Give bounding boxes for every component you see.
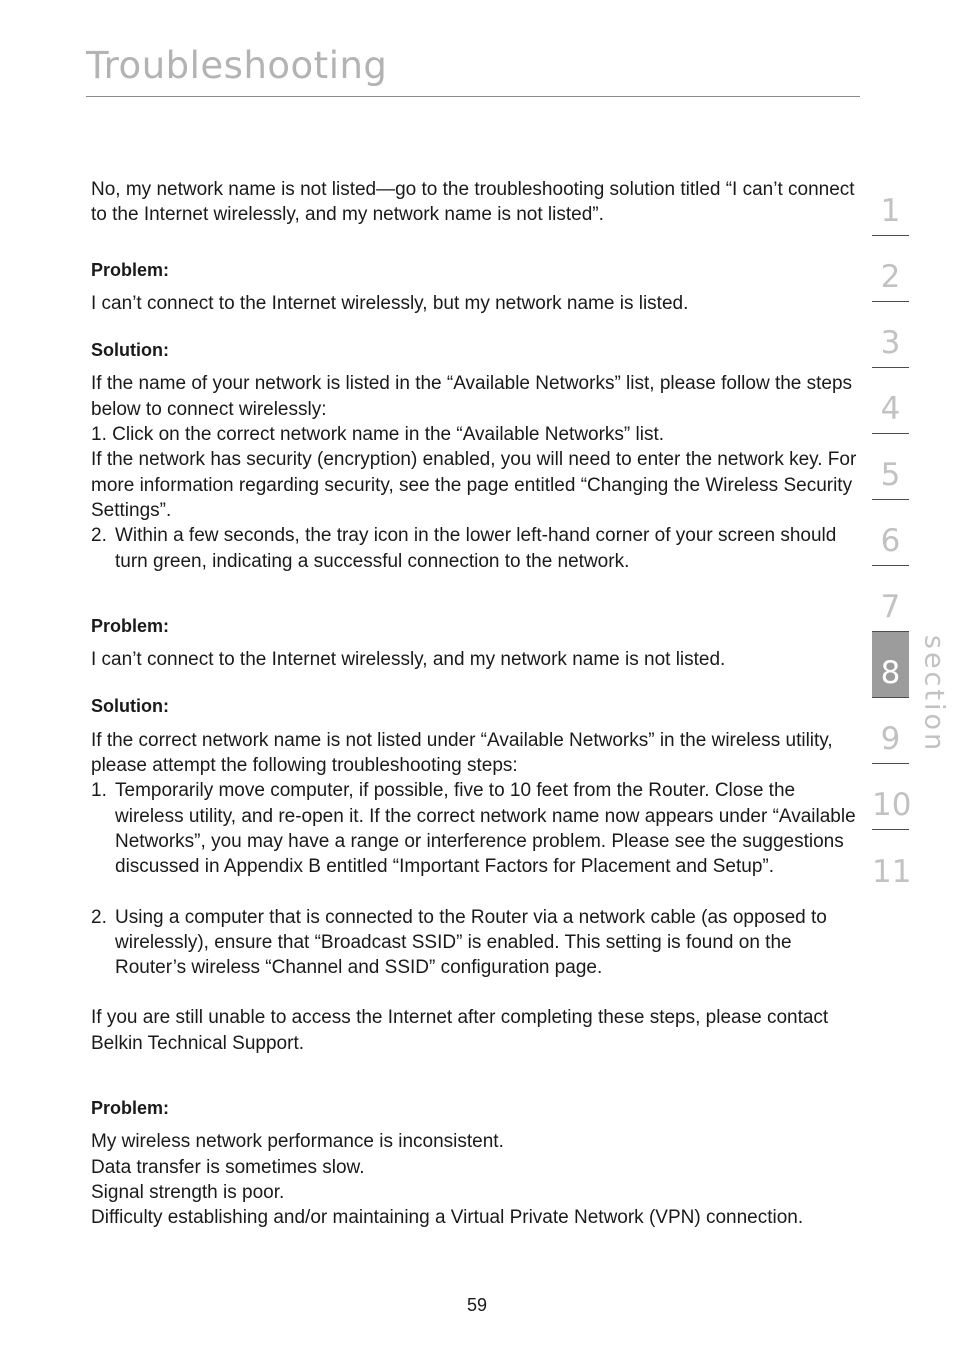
step-number: 2.: [91, 525, 107, 547]
step-list: [91, 523, 861, 574]
section-tab-8-active[interactable]: 8: [872, 632, 909, 698]
problem-label: Problem:: [91, 615, 170, 636]
solution-intro: If the name of your network is listed in the “Available Networks” list, please follow the steps below to connect wirelessly:: [91, 373, 853, 420]
problem-line: Difficulty establishing and/or maintaining a Virtual Private Network (VPN) connection.: [91, 1207, 804, 1229]
closing-text: If you are still unable to access the Internet after completing these steps, please contact Belkin Technical Support.: [91, 1007, 829, 1054]
list-item: [91, 905, 861, 981]
step-1-text: 1. Click on the correct network name in the “Available Networks” list.: [91, 424, 665, 446]
page-title: Troubleshooting: [86, 44, 388, 87]
problem-text: I can’t connect to the Internet wirelessly, but my network name is listed.: [91, 292, 689, 314]
problem-label: Problem:: [91, 259, 170, 280]
problem-line: Data transfer is sometimes slow.: [91, 1156, 365, 1178]
section-tab-7[interactable]: 7: [872, 566, 909, 632]
section-tab-2[interactable]: 2: [872, 236, 909, 302]
step-text: Within a few seconds, the tray icon in the lower left-hand corner of your screen should turn green, indicating a successful connection to the network.: [115, 525, 837, 572]
main-content: [91, 177, 861, 1231]
step-text: Temporarily move computer, if possible, five to 10 feet from the Router. Close the wireless utility, and re-open it. If the correct network name now appears under “Available Networks”, you may have a range or interference problem. Please see the suggestions discussed in Appendix B entitled “Important Factors for Placement and Setup”.: [115, 780, 856, 878]
problem-label: Problem:: [91, 1098, 170, 1119]
title-divider: [86, 96, 860, 97]
step-list: [91, 778, 861, 980]
section-tab-4[interactable]: 4: [872, 368, 909, 434]
problem-line: My wireless network performance is inconsistent.: [91, 1131, 504, 1153]
section-tab-5[interactable]: 5: [872, 434, 909, 500]
solution-label: Solution:: [91, 340, 169, 361]
step-number: 2.: [91, 906, 107, 928]
section-tab-11[interactable]: 11: [872, 854, 912, 890]
section-tab-6[interactable]: 6: [872, 500, 909, 566]
problem-line: Signal strength is poor.: [91, 1181, 285, 1203]
section-tab-3[interactable]: 3: [872, 302, 909, 368]
list-item: [91, 778, 861, 879]
list-item: [91, 523, 861, 574]
problem-text: I can’t connect to the Internet wirelessly, and my network name is not listed.: [91, 649, 726, 671]
section-tabs: [872, 170, 912, 896]
step-1-note: If the network has security (encryption) enabled, you will need to enter the network key. For more information regarding security, see the page entitled “Changing the Wireless Security Settings”.: [91, 449, 857, 521]
solution-label: Solution:: [91, 696, 169, 717]
solution-intro: If the correct network name is not listed under “Available Networks” in the wireless utility, please attempt the following troubleshooting steps:: [91, 729, 833, 777]
section-tab-1[interactable]: 1: [872, 170, 909, 236]
section-tab-10[interactable]: 10: [872, 764, 909, 830]
intro-text: No, my network name is not listed—go to the troubleshooting solution titled “I can’t connect to the Internet wirelessly, and my network name is not listed”.: [91, 179, 855, 226]
step-text: Using a computer that is connected to the Router via a network cable (as opposed to wirelessly), ensure that “Broadcast SSID” is enabled. This setting is found on the Router’s wireless “Channel and SSID” configuration page.: [115, 906, 827, 979]
page-number: 59: [466, 1295, 488, 1315]
section-label: section: [918, 634, 950, 754]
step-number: 1.: [91, 780, 107, 802]
section-tab-9[interactable]: 9: [872, 698, 909, 764]
